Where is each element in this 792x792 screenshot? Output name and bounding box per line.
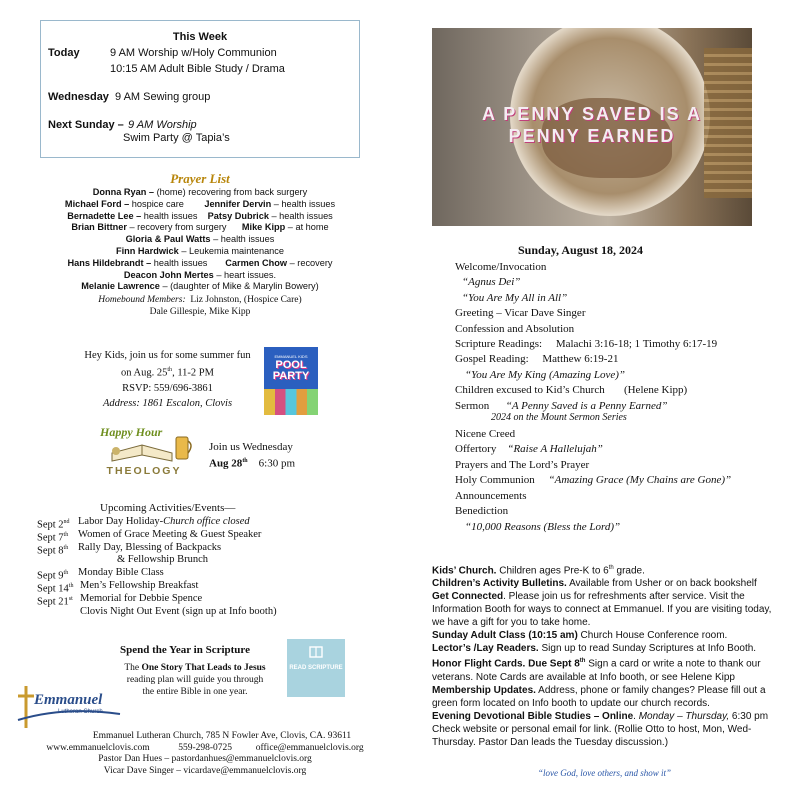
happy-hour-logo: Happy Hour THEOLOGY xyxy=(92,423,196,483)
homebound-row: Dale Gillespie, Mike Kipp xyxy=(149,306,251,317)
service-song-king: “You Are My King (Amazing Love)” xyxy=(465,368,626,381)
event-date: Sept 14 xyxy=(37,583,69,595)
happy-hour-line-2: Aug 28th 6:30 pm xyxy=(209,457,296,470)
pastor-contact: Pastor Dan Hues – pastordanhues@emmanuelclovis.org xyxy=(98,754,312,765)
notices xyxy=(432,562,777,749)
sermon-graphic xyxy=(432,28,752,226)
event-date: Sept 7 xyxy=(37,532,64,544)
kids-address: Address: 1861 Escalon, Clovis xyxy=(102,397,233,409)
today-label: Today xyxy=(48,47,80,59)
next-sunday-item-1: 9 AM Worship xyxy=(128,119,197,131)
prayer-list-title: Prayer List xyxy=(170,171,230,186)
prayer-row: Gloria & Paul Watts – health issues xyxy=(125,234,275,245)
prayer-row: Brian Bittner – recovery from surgery Mike Kipp – at home xyxy=(71,222,329,233)
service-creed: Nicene Creed xyxy=(455,428,516,441)
pool-party-graphic xyxy=(264,389,318,415)
service-communion: Holy Communion “Amazing Grace (My Chains are Gone)” xyxy=(455,474,732,487)
happy-hour-line-1: Join us Wednesday xyxy=(209,441,293,453)
this-week-title: This Week xyxy=(172,31,228,43)
prayer-row: Donna Ryan – (home) recovering from back surgery xyxy=(92,187,308,197)
this-week-box xyxy=(40,20,360,158)
service-offertory: Offertory “Raise A Hallelujah” xyxy=(455,443,603,456)
service-welcome: Welcome/Invocation xyxy=(455,261,547,273)
church-contact xyxy=(10,731,400,777)
phone: 559-298-0725 xyxy=(178,742,233,753)
service-greeting: Greeting – Vicar Dave Singer xyxy=(455,307,586,320)
service-benediction: Benediction xyxy=(455,505,509,518)
vicar-contact: Vicar Dave Singer – vicardave@emmanuelclovis.org xyxy=(103,765,307,776)
prayer-row: Bernadette Lee – health issues Patsy Dubrick – health issues xyxy=(67,210,333,221)
kids-rsvp: RSVP: 559/696-3861 xyxy=(122,382,213,394)
sermon-graphic-line-1: A PENNY SAVED IS A xyxy=(481,104,703,124)
prayer-row: Melanie Lawrence – (daughter of Mike & Marylin Bowery) xyxy=(81,281,319,292)
event-date: Sept 8 xyxy=(37,545,64,557)
homebound-row: Homebound Members: Liz Johnston, (Hospice Care) xyxy=(98,295,302,306)
service-announcements: Announcements xyxy=(455,489,527,502)
event-text: Men’s Fellowship Breakfast xyxy=(80,579,199,591)
service-date: Sunday, August 18, 2024 xyxy=(518,243,644,257)
kids-line-1: Hey Kids, join us for some summer fun xyxy=(84,350,251,361)
events-heading: Upcoming Activities/Events— xyxy=(100,502,236,514)
event-text: Memorial for Debbie Spence xyxy=(80,592,203,604)
notice-get-connected: Get Connected. Please join us for refreshments after service. Visit the Information Booth for ways to connect at Emmanuel. If you are visiting today, we have a gift for you to take home. xyxy=(432,591,772,629)
today-item-1: 9 AM Worship w/Holy Communion xyxy=(110,47,277,59)
wednesday-label: Wednesday xyxy=(48,91,109,103)
service-song-closing: “10,000 Reasons (Bless the Lord)” xyxy=(465,520,621,533)
prayer-row: Finn Hardwick – Leukemia maintenance xyxy=(115,245,284,256)
notice-membership: Membership Updates. Address, phone or family changes? Please fill out a green form located on Info booth to update our church records. xyxy=(432,684,766,709)
notice-lectors: Lector’s /Lay Readers. Sign up to read Sunday Scriptures at Info Booth. xyxy=(432,643,757,655)
notice-adult-class: Sunday Adult Class (10:15 am) Church House Conference room. xyxy=(432,630,728,642)
event-date: Sept 2 xyxy=(37,519,64,531)
kids-line-2: on Aug. 25th, 11-2 PM xyxy=(121,367,214,379)
notice-kids-church: Kids’ Church. Children ages Pre-K to 6th grade. xyxy=(432,565,645,577)
prayer-row: Michael Ford – hospice care Jennifer Dervin – health issues xyxy=(64,198,336,209)
pool-party-badge: EMMANUEL KIDS POOL PARTY xyxy=(264,347,318,415)
event-text: Labor Day Holiday-Church office closed xyxy=(78,516,250,527)
notice-honor-flight: Honor Flight Cards. Due Sept 8th Sign a card or write a note to thank our veterans. Note Cards are available at Info booth, or see Helene Kipp xyxy=(432,658,761,683)
service-confession: Confession and Absolution xyxy=(455,322,575,335)
service-song-all-in-all: “You Are My All in All” xyxy=(462,291,568,304)
event-text: Clovis Night Out Event (sign up at Info booth) xyxy=(80,605,277,617)
service-sermon: Sermon “A Penny Saved is a Penny Earned” xyxy=(455,399,668,412)
event-text: Rally Day, Blessing of Backpacks xyxy=(78,541,222,553)
event-date: Sept 9 xyxy=(37,570,64,582)
prayer-list xyxy=(30,187,370,319)
service-children: Children excused to Kid’s Church (Helene Kipp) xyxy=(455,384,688,397)
next-sunday-label: Next Sunday – xyxy=(48,119,124,131)
scripture-text: The One Story That Leads to Jesus reading plan will guide you through the entire Bible in one year. xyxy=(124,663,266,697)
event-date: Sept 21 xyxy=(37,596,69,608)
church-logo: Emmanuel Lutheran Church xyxy=(14,684,124,730)
kids-pool-party xyxy=(55,348,280,411)
scripture-title: Spend the Year in Scripture xyxy=(120,644,250,656)
service-readings: Scripture Readings: Malachi 3:16-18; 1 Timothy 6:17-19 xyxy=(455,338,718,351)
event-text: Monday Bible Class xyxy=(78,567,164,579)
event-text: & Fellowship Brunch xyxy=(117,554,208,566)
service-song-agnus: “Agnus Dei” xyxy=(462,276,521,289)
next-sunday-item-2: Swim Party @ Tapia’s xyxy=(123,132,230,144)
office-email-link[interactable]: office@emmanuelclovis.org xyxy=(255,742,364,753)
order-of-service xyxy=(455,260,775,535)
prayer-row: Hans Hildebrandt – health issues Carmen Chow – recovery xyxy=(67,257,333,268)
service-gospel: Gospel Reading: Matthew 6:19-21 xyxy=(455,353,619,366)
wednesday-item-1: 9 AM Sewing group xyxy=(115,91,211,103)
happy-hour-text xyxy=(209,440,295,471)
service-prayers: Prayers and The Lord’s Prayer xyxy=(455,458,590,471)
church-address: Emmanuel Lutheran Church, 785 N Fowler Ave, Clovis, CA. 93611 xyxy=(92,731,352,741)
notice-bulletins: Children’s Activity Bulletins. Available from Usher or on back bookshelf xyxy=(432,578,757,590)
event-text: Women of Grace Meeting & Guest Speaker xyxy=(78,528,262,540)
prayer-row: Deacon John Mertes – heart issues. xyxy=(123,269,277,280)
church-motto: “love God, love others, and show it” xyxy=(538,768,671,778)
read-scripture-badge: READ SCRIPTURE xyxy=(287,639,345,697)
today-item-2: 10:15 AM Adult Bible Study / Drama xyxy=(110,63,285,75)
notice-devotional: Evening Devotional Bible Studies – Online. Monday – Thursday, 6:30 pm Check website or personal email for link. (Rollie Otto to host, Mon, Wed-Thursday. Pastor Dan leads the Tuesday discussion.) xyxy=(432,710,769,748)
service-sermon-series: 2024 on the Mount Sermon Series xyxy=(491,412,627,424)
sermon-graphic-line-2: PENNY EARNED xyxy=(508,126,676,146)
website-link[interactable]: www.emmanuelclovis.com xyxy=(46,742,150,753)
